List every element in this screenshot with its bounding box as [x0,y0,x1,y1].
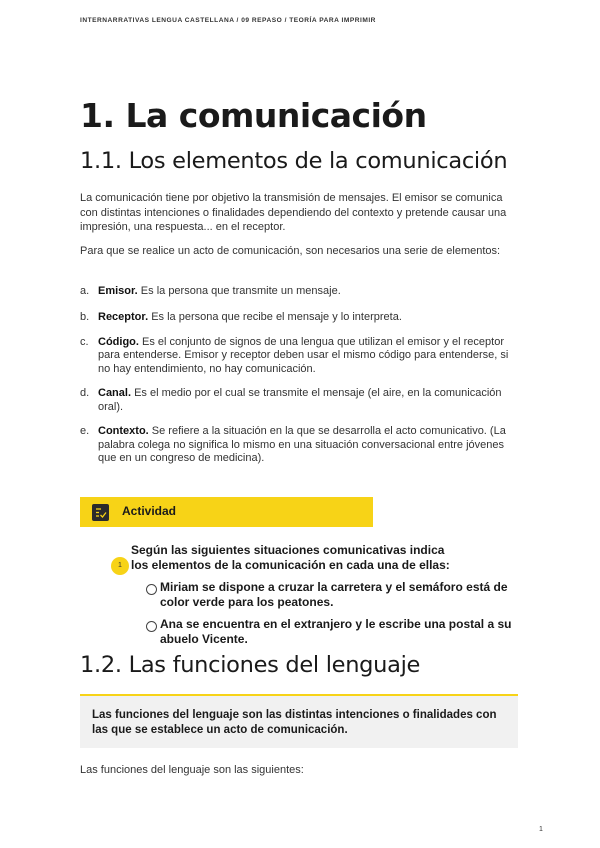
activity-banner [80,497,373,527]
list-term: Código. [98,335,139,348]
list-text: Es la persona que transmite un mensaje. [137,285,341,297]
list-item [80,336,520,377]
list-marker: a. [80,285,90,297]
checklist-icon [92,504,109,521]
question-number-badge: 1 [111,557,129,575]
list-term: Receptor. [98,311,149,323]
list-term: Contexto. [98,425,149,437]
list-text: Es el conjunto de signos de una lengua que utilizan el emisor y el receptor para entenderse. Emisor y receptor deben usar el mismo código para entenderse, si no hay entendimiento, no hay comunicación. [98,335,509,375]
functions-intro-paragraph: Las funciones del lenguaje son las siguientes: [80,764,304,776]
answer-option-text: Ana se encuentra en el extranjero y le escribe una postal a su abuelo Vicente. [160,617,512,646]
list-item [80,285,520,298]
radio-circle-icon[interactable] [146,621,157,632]
list-text: Se refiere a la situación en la que se desarrolla el acto comunicativo. (La palabra colega no significa lo mismo en una situación conversacional entre jóvenes que en un congreso de medicina). [98,425,506,464]
page-number: 1 [539,826,543,833]
list-text: Es el medio por el cual se transmite el mensaje (el aire, en la comunicación oral). [98,387,502,413]
elements-list [80,285,520,466]
page-title: 1. La comunicación [80,96,427,135]
list-item [80,311,520,325]
list-term: Emisor. [98,285,138,297]
definition-text: Las funciones del lenguaje son las distintas intenciones o finalidades con las que se establece un acto de comunicación. [92,709,497,736]
list-text: Es la persona que recibe el mensaje y lo interpreta. [148,311,402,323]
section-heading-functions: 1.2. Las funciones del lenguaje [80,652,421,678]
list-term: Canal. [98,387,132,399]
list-item [80,387,520,414]
activity-question: Según las siguientes situaciones comunicativas indica los elementos de la comunicación en cada una de ellas: [131,543,450,572]
list-marker: b. [80,311,90,323]
list-marker: d. [80,387,90,399]
list-marker: c. [80,335,89,348]
answer-option-text: Miriam se dispone a cruzar la carretera y el semáforo está de color verde para los peatones. [160,580,508,609]
elements-intro-paragraph: Para que se realice un acto de comunicación, son necesarios una serie de elementos: [80,245,501,257]
activity-label: Actividad [122,504,177,518]
section-heading-elements: 1.1. Los elementos de la comunicación [80,148,508,174]
list-item [80,425,520,466]
definition-box [80,694,518,748]
intro-paragraph: La comunicación tiene por objetivo la transmisión de mensajes. El emisor se comunica con distintas intenciones o finalidades dependiendo del contexto y pretende causar una impresión, una respuesta... en el receptor. [80,192,507,233]
running-header: INTERNARRATIVAS LENGUA CASTELLANA / 09 REPASO / TEORÍA PARA IMPRIMIR [80,17,376,24]
radio-circle-icon[interactable] [146,584,157,595]
list-marker: e. [80,425,90,437]
